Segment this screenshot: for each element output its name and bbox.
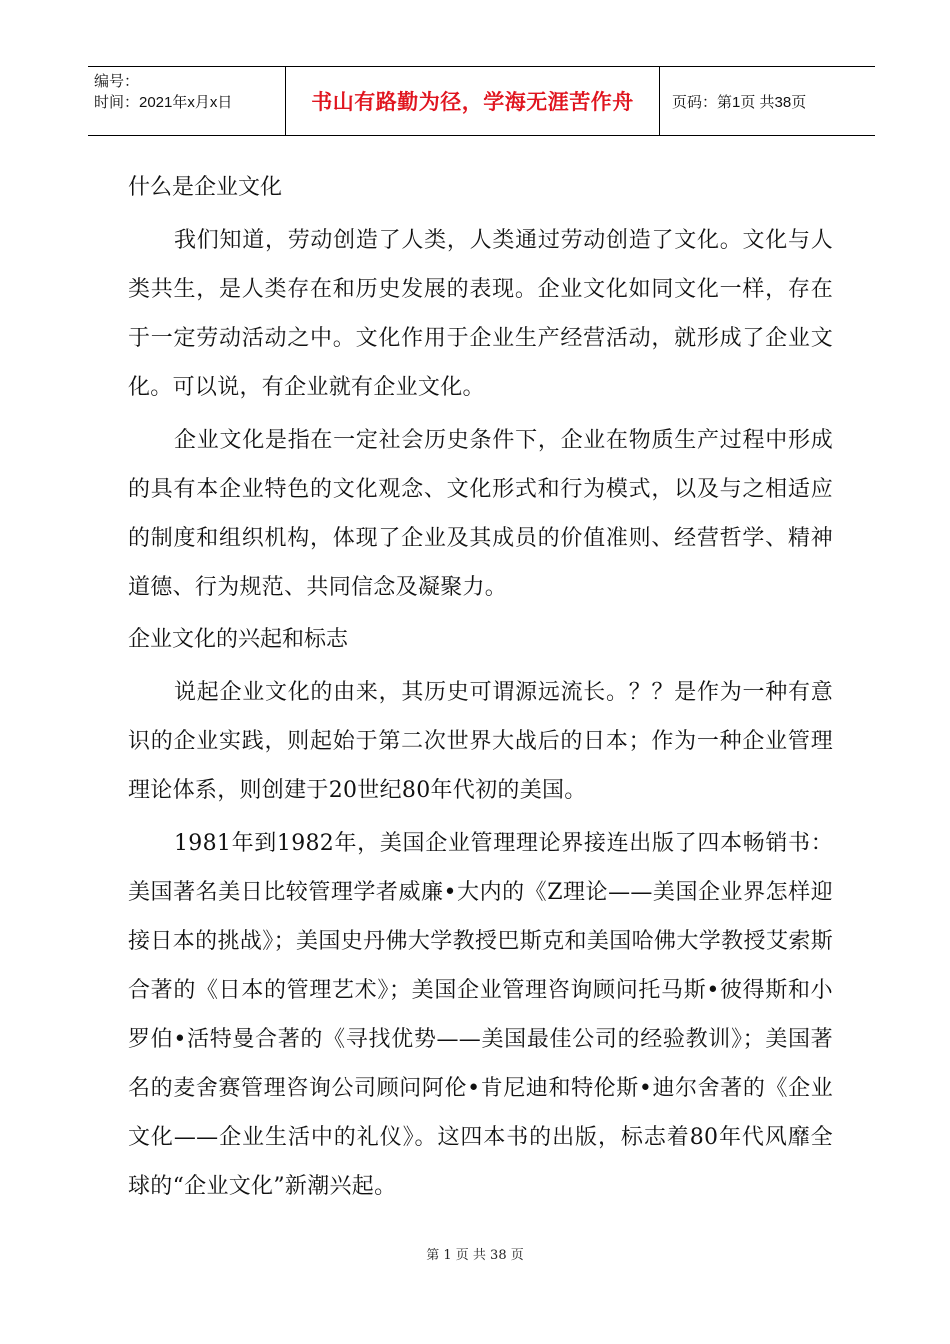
header-page-cell [660,67,875,135]
document-body [128,160,833,1211]
header-meta-cell [88,67,286,135]
section-heading: 企业文化的兴起和标志 [128,627,349,652]
paragraph: 1981年到1982年，美国企业管理理论界接连出版了四本畅销书：美国著名美日比较管理学者威廉•大内的《Z理论——美国企业界怎样迎接日本的挑战》；美国史丹佛大学教授巴斯克和美国哈佛大学教授艾索斯合著的《日本的管理艺术》；美国企业管理咨询顾问托马斯•彼得斯和小罗伯•活特曼合著的《寻找优势——美国最佳公司的经验教训》；美国著名的麦舍赛管理咨询公司顾问阿伦•肯尼迪和特伦斯•迪尔舍著的《企业文化——企业生活中的礼仪》。这四本书的出版，标志着80年代风靡全球的“企业文化”新潮兴起。 [128,831,833,1199]
page-label: 页码：第1页 共38页 [672,93,807,111]
time-label: 时间：2021年x月x日 [94,94,233,111]
document-header [88,66,875,136]
paragraph: 企业文化是指在一定社会历史条件下，企业在物质生产过程中形成的具有本企业特色的文化观念、文化形式和行为模式，以及与之相适应的制度和组织机构，体现了企业及其成员的价值准则、经营哲学、精神道德、行为规范、共同信念及凝聚力。 [128,428,833,600]
paragraph: 说起企业文化的由来，其历史可谓源远流长。？？是作为一种有意识的企业实践，则起始于第二次世界大战后的日本；作为一种企业管理理论体系，则创建于20世纪80年代初的美国。 [128,680,833,803]
header-motto-cell [286,67,660,135]
serial-label: 编号： [94,73,140,90]
page-footer: 第 1 页 共 38 页 [426,1248,524,1263]
motto-text: 书山有路勤为径，学海无涯苦作舟 [311,90,634,114]
paragraph: 我们知道，劳动创造了人类，人类通过劳动创造了文化。文化与人类共生，是人类存在和历史发展的表现。企业文化如同文化一样，存在于一定劳动活动之中。文化作用于企业生产经营活动，就形成了企业文化。可以说，有企业就有企业文化。 [128,228,833,400]
section-heading: 什么是企业文化 [128,175,283,200]
